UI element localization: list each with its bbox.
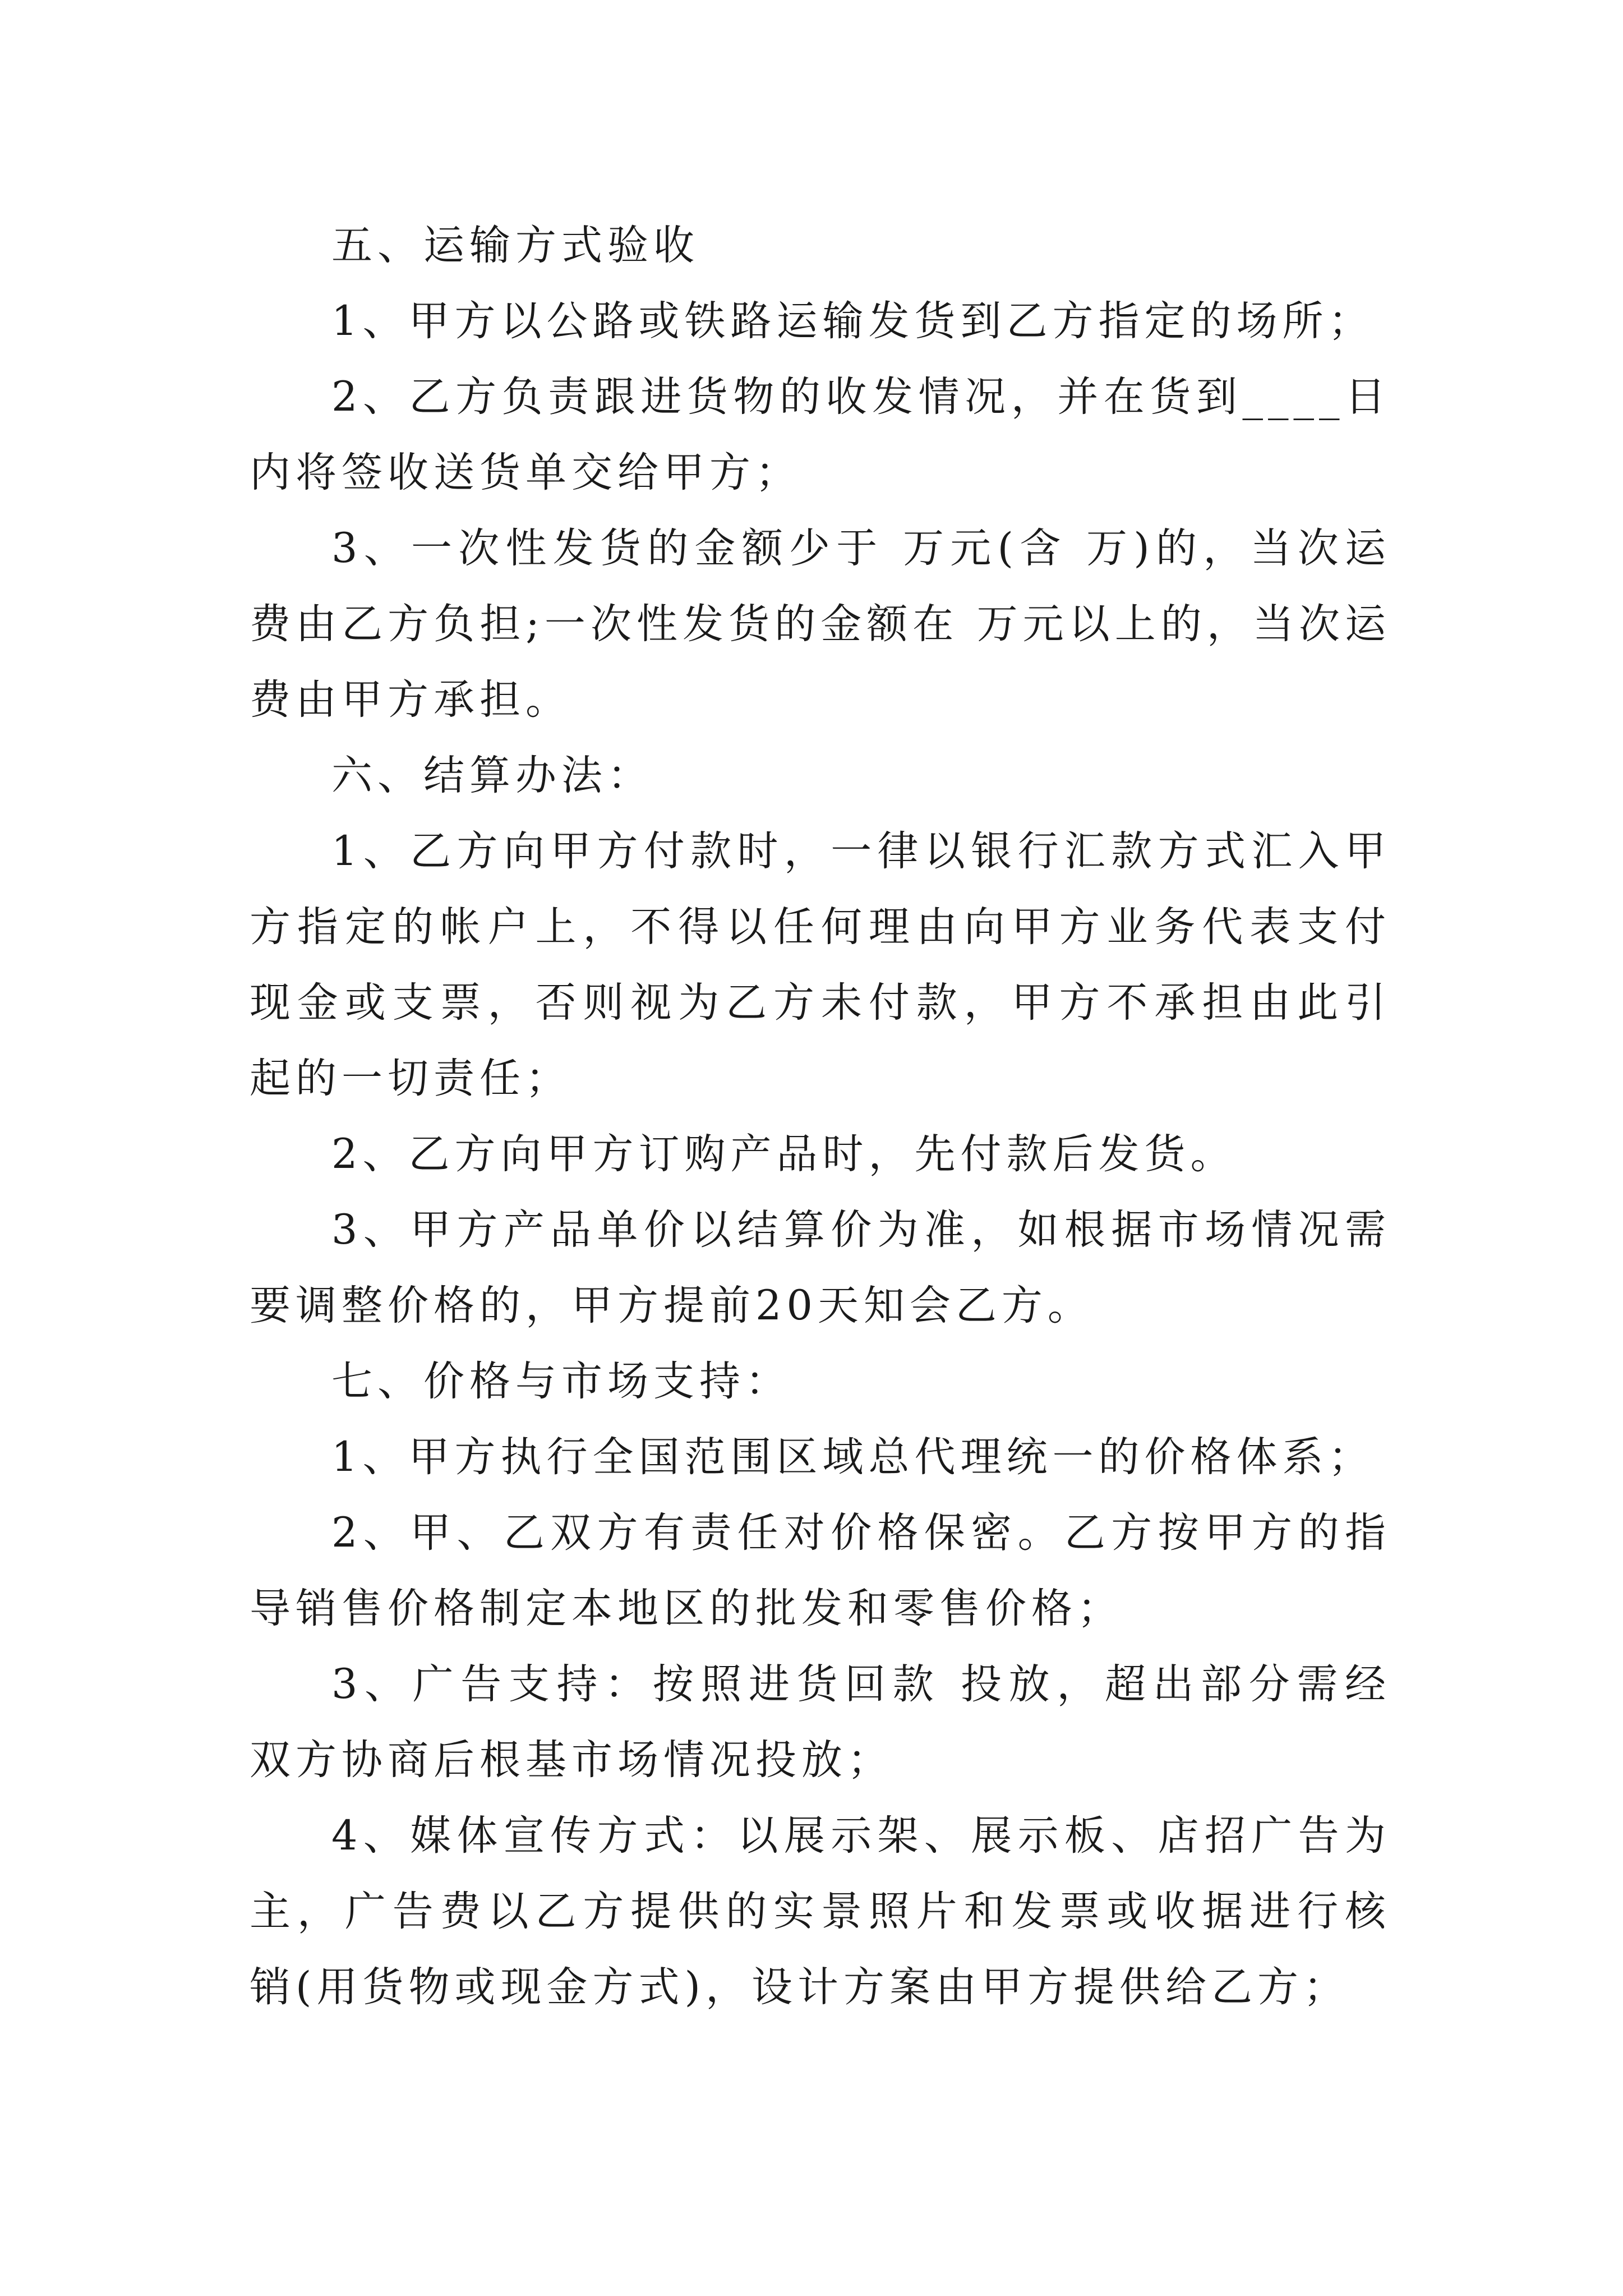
- paragraph: 1、乙方向甲方付款时，一律以银行汇款方式汇入甲方指定的帐户上，不得以任何理由向甲方业务代表支付现金或支票，否则视为乙方未付款，甲方不承担由此引起的一切责任；: [250, 827, 1391, 1102]
- section-heading-pricing: 七、价格与市场支持：: [331, 1358, 791, 1405]
- document-body: [250, 208, 1391, 2025]
- paragraph: 2、乙方向甲方订购产品时，先付款后发货。: [331, 1130, 1237, 1178]
- paragraph: 3、甲方产品单价以结算价为准，如根据市场情况需要调整价格的，甲方提前20天知会乙方。: [250, 1206, 1391, 1329]
- paragraph: 1、甲方执行全国范围区域总代理统一的价格体系；: [331, 1433, 1375, 1481]
- paragraph: 2、乙方负责跟进货物的收发情况，并在货到____日内将签收送货单交给甲方；: [250, 373, 1391, 496]
- paragraph: 4、媒体宣传方式：以展示架、展示板、店招广告为主，广告费以乙方提供的实景照片和发票或收据进行核销(用货物或现金方式)，设计方案由甲方提供给乙方；: [250, 1812, 1391, 2011]
- paragraph: 2、甲、乙双方有责任对价格保密。乙方按甲方的指导销售价格制定本地区的批发和零售价格；: [250, 1509, 1391, 1632]
- paragraph: 3、一次性发货的金额少于 万元(含 万)的，当次运费由乙方负担;一次性发货的金额在 万元以上的，当次运费由甲方承担。: [250, 524, 1391, 724]
- section-heading-transport: 五、运输方式验收: [331, 222, 699, 269]
- paragraph: 1、甲方以公路或铁路运输发货到乙方指定的场所；: [331, 297, 1375, 345]
- section-heading-settlement: 六、结算办法：: [331, 752, 653, 799]
- paragraph: 3、广告支持：按照进货回款 投放，超出部分需经双方协商后根基市场情况投放；: [250, 1660, 1391, 1784]
